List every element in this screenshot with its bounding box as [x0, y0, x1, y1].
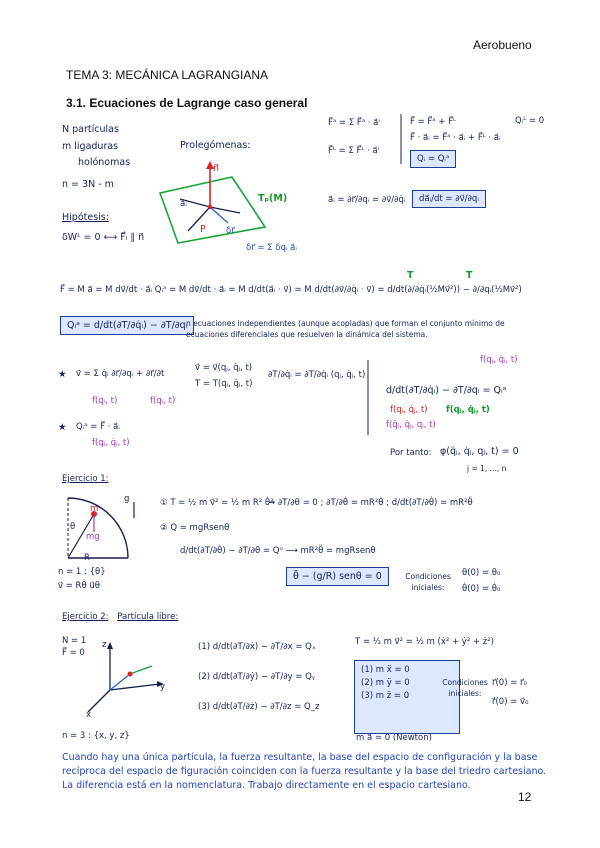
ex1-n-def: n = 1 : {θ} [58, 567, 106, 577]
virtual-displacement: δr⃗ = Σ δqᵢ a⃗ᵢ [246, 243, 297, 253]
kinetic-energy-label-2: T [466, 270, 473, 281]
ex2-lagrange-y: (2) d/dt(∂T/∂ẏ) − ∂T/∂y = Qᵧ [198, 672, 316, 682]
constraint-force-def: F⃗ᴸ = Σ F⃗ᴸ · a⃗ⁱ [328, 146, 380, 156]
exercise-1-title: Ejercicio 1: [62, 474, 109, 484]
prolegomena-label: Prolegómenas: [180, 140, 251, 151]
axis-z-label: z [102, 640, 107, 650]
lagrange-derivation: F⃗ = M a⃗ = M dv⃗/dt · a⃗ᵢ Qᵢᵃ = M dv⃗/dt · a⃗ᵢ = M d/dt(a⃗ᵢ · v⃗) = M d/dt(∂v⃗/∂q̇ᵢ · v⃗) = d/dt(∂/∂q̇ᵢ(½Mv⃗²)) − ∂/∂qᵢ(½Mv⃗²) [60, 285, 522, 295]
generalized-force-def: Qᵢᵃ = F⃗ · a⃗ᵢ [76, 422, 120, 432]
section-title: 3.1. Ecuaciones de Lagrange caso general [66, 96, 308, 110]
page-number: 12 [518, 790, 532, 804]
ex2-condition-1: r⃗(0) = r⃗₀ [492, 678, 527, 688]
radius-label: R [84, 553, 90, 563]
ex2-result-1: (1) m ẍ = 0 [361, 665, 410, 675]
ex2-conditions-label: Condiciones iniciales: [442, 678, 488, 698]
ex2-lagrange-x: (1) d/dt(∂T/∂ẋ) − ∂T/∂x = Qₓ [198, 642, 316, 652]
ex2-n-def: n = 3 : {x, y, z} [62, 731, 130, 741]
exercise-2-title: Ejercicio 2: [62, 612, 109, 622]
ex1-result-box: θ̈ − (g/R) senθ = 0 [286, 567, 389, 586]
hypothesis-formula: δWᴸ = 0 ⟷ F⃗ₗ ∥ n⃗ [62, 232, 145, 243]
cartesian-axes-figure [80, 640, 170, 720]
gravity-label: g [124, 494, 130, 504]
arg-purple-top: f(qⱼ, q̇ⱼ, t) [480, 355, 518, 365]
ex2-kinetic-energy: T = ½ m v⃗² = ½ m (ẋ² + ẏ² + ż²) [355, 637, 494, 647]
m-constraints: m ligaduras [62, 141, 119, 152]
point-p-label: P [200, 224, 206, 235]
basis-derivative-box: da⃗ᵢ/dt = ∂v⃗/∂qᵢ [412, 190, 486, 208]
ex2-newton: m a⃗ = 0 (Newton) [356, 733, 432, 743]
phi-result: φ(q̈ⱼ, q̇ⱼ, qⱼ, t) = 0 [440, 446, 519, 457]
holonomic-label: holónomas [78, 157, 131, 168]
exercise-2-subtitle: Partícula libre: [117, 612, 179, 622]
basis-vector-label: a⃗ᵢ [180, 199, 187, 209]
kinetic-function: T = T(qⱼ, q̇ⱼ, t) [195, 379, 253, 389]
axis-y-label: y [160, 682, 166, 692]
chapter-title: TEMA 3: MECÁNICA LAGRANGIANA [66, 68, 269, 82]
star-bullet-2: ★ [58, 422, 67, 433]
hypothesis-title: Hipótesis: [62, 212, 109, 223]
arg-red: f(qⱼ, q̇ⱼ, t) [390, 405, 428, 415]
generalized-force-box: Qᵢ = Qᵢᵃ [410, 150, 456, 168]
velocity-expansion: v⃗ = Σ q̇ᵢ ∂r⃗/∂qᵢ + ∂r⃗/∂t [76, 369, 165, 379]
bracket-line [398, 114, 404, 164]
normal-label: n⃗ [213, 163, 220, 174]
active-force-def: F⃗ᵃ = Σ F⃗ᵃ · a⃗ⁱ [328, 118, 380, 128]
theta-label: θ [70, 522, 76, 532]
ex1-conditions-label: Condiciones iniciales: [405, 572, 451, 592]
ex2-lagrange-z: (3) d/dt(∂T/∂ż) − ∂T/∂z = Q_z [198, 702, 320, 712]
star-bullet-1: ★ [58, 369, 67, 380]
basis-vector-def: a⃗ᵢ = ∂r⃗/∂qᵢ = ∂v⃗/∂q̇ᵢ [328, 195, 406, 205]
ex1-lagrange: d/dt(∂T/∂θ̇) − ∂T/∂θ = Qᵅ ⟶ mR²θ̈ = mgRsenθ [180, 546, 376, 556]
tangent-plane-label: Tₚ(M) [258, 193, 288, 204]
n-particles: N partículas [62, 124, 119, 135]
ex1-step-1b: → ∂T/∂θ = 0 ; ∂T/∂θ̇ = mR²θ̇ ; d/dt(∂T/∂θ̇) = mR²θ̈ [268, 498, 473, 508]
ex1-v-def: v⃗ = Rθ̇ u⃗θ [58, 581, 100, 591]
force-sum: F⃗ = F⃗ᵃ + F⃗ᴸ [410, 117, 457, 127]
constraint-force-zero: Qᵢᴸ = 0 [515, 116, 545, 126]
arg-green: f(qⱼ, q̇ⱼ, t) [446, 405, 490, 415]
divider-line [365, 360, 371, 435]
exercise-2-header [62, 612, 178, 622]
pendulum-mass-label: m [90, 504, 99, 514]
ex2-n-value: N = 1 [62, 636, 87, 646]
brand-name: Aerobueno [473, 38, 532, 52]
kinetic-partial: ∂T/∂q̇ᵢ = ∂T/∂q̇ᵢ (qⱼ, q̇ⱼ, t) [268, 370, 366, 380]
ex2-result-3: (3) m z̈ = 0 [361, 691, 410, 701]
virtual-disp-label: δr⃗ [226, 226, 235, 236]
ex2-condition-2: ṙ⃗(0) = v⃗₀ [492, 697, 529, 707]
ex1-step-2: ② Q = mgRsenθ [160, 523, 230, 533]
ex2-result-2: (2) m ÿ = 0 [361, 678, 410, 688]
lagrange-equation-box: Qᵢᵃ = d/dt(∂T/∂q̇ᵢ) − ∂T/∂qᵢ [60, 316, 194, 335]
kinetic-energy-label-1: T [407, 270, 414, 281]
arg-purple-bottom: f(q̈ⱼ, q̇ⱼ, qⱼ, t) [386, 420, 436, 430]
lagrange-general-eq: d/dt(∂T/∂q̇ᵢ) − ∂T/∂qᵢ = Qᵢᵃ [386, 385, 507, 396]
result-index: j = 1, ..., n [467, 464, 507, 473]
conclusion-text: Cuando hay una única partícula, la fuerza resultante, la base del espacio de configuración y la base recíproca del espacio de figuración coinciden con la fuerza resultante y la base del triedro cartesiano. La diferencia está en la nomenclatura. Trabajo directamente en el espacio cartesiano. [62, 752, 547, 791]
lagrange-note: n ecuaciones independientes (aunque acopladas) que forman el conjunto mínimo de ecuaciones diferenciales que resuelven la dinámica del sistema. [186, 319, 505, 339]
therefore-label: Por tanto: [390, 448, 432, 458]
dof-formula: n = 3N - m [62, 179, 114, 190]
ex1-condition-2: θ̇(0) = θ̇₀ [462, 584, 501, 594]
velocity-function: v⃗ = v⃗(qⱼ, q̇ⱼ, t) [195, 363, 253, 373]
tangent-plane-figure [150, 155, 290, 255]
velocity-arg-label: f(qᵢ, t) [92, 396, 118, 406]
ex2-f-value: F⃗ = 0 [62, 648, 85, 658]
axis-x-label: x [86, 710, 92, 720]
weight-label: mg [86, 532, 100, 542]
velocity-arg-label-2: f(qᵢ, t) [150, 396, 176, 406]
generalized-force-args: f(qⱼ, q̇ⱼ, t) [92, 438, 130, 448]
force-projection: F⃗ · a⃗ᵢ = F⃗ᵃ · a⃗ᵢ + F⃗ᴸ · a⃗ᵢ [410, 133, 501, 143]
ex1-step-1: ① T = ½ m v⃗² = ½ m R² θ̇² [160, 498, 274, 508]
ex1-condition-1: θ(0) = θ₀ [462, 568, 501, 578]
